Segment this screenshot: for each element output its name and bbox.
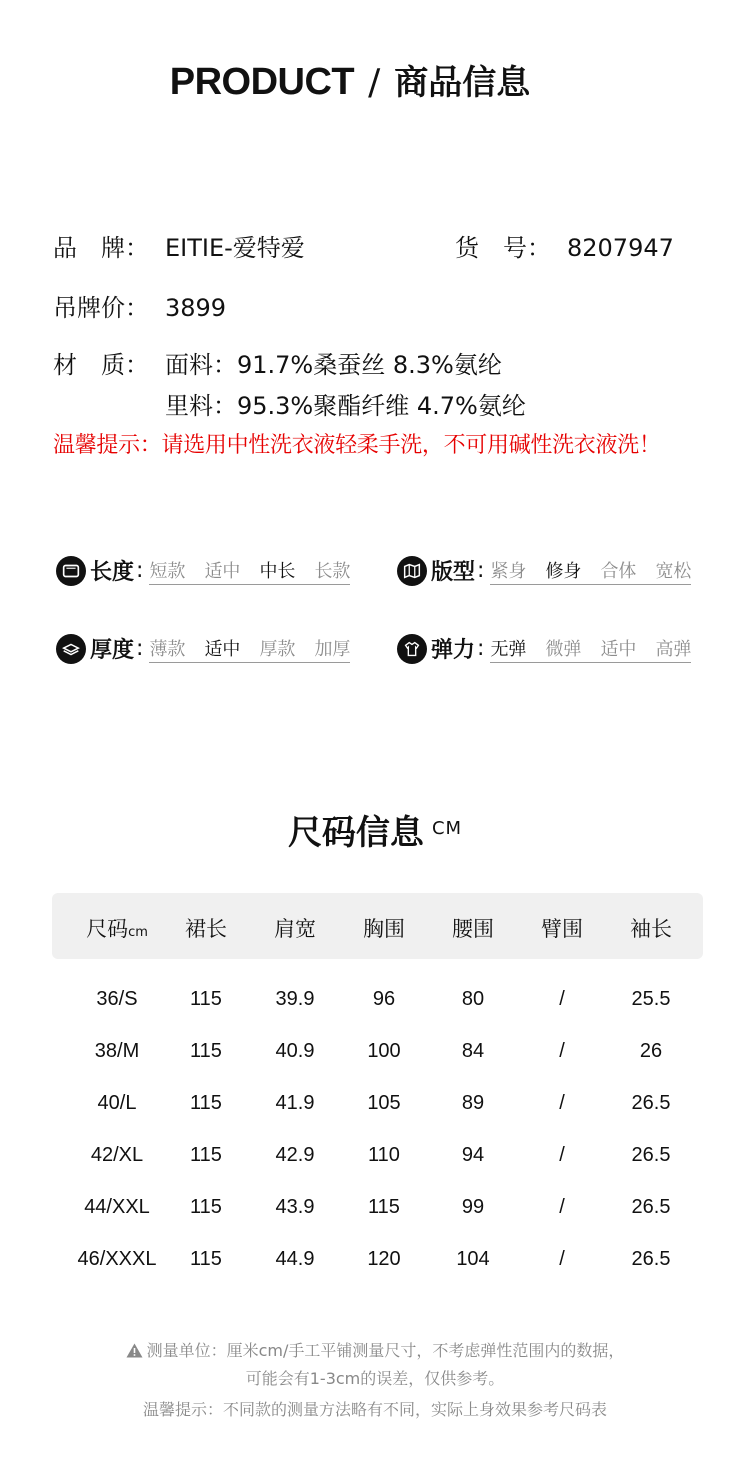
header-sleeve: 袖长 [630, 917, 672, 941]
size-title-text: 尺码信息 [287, 813, 424, 853]
table-cell: 120 [367, 1248, 401, 1270]
sku-row [455, 228, 674, 263]
table-cell: / [559, 1092, 565, 1114]
length-option-medium: 适中 [204, 560, 241, 582]
attr-thickness-colon: : [136, 636, 144, 661]
elasticity-option-high: 高弹 [655, 638, 692, 660]
table-cell: 100 [367, 1040, 401, 1062]
table-cell: 115 [190, 1196, 222, 1218]
thickness-option-thick: 厚款 [259, 638, 296, 660]
measure-note-2: 可能会有1-3cm的误差，仅供参考。 [245, 1369, 505, 1388]
attr-elasticity-name: 弹力 [431, 638, 476, 663]
sku-label: 货 号： [455, 234, 551, 262]
table-cell: 44/XXL [84, 1196, 150, 1218]
warning-icon [126, 1343, 143, 1362]
brand-label: 品 牌： [53, 234, 149, 262]
table-cell: 89 [461, 1092, 485, 1114]
table-cell: 26.5 [631, 1196, 671, 1218]
table-cell: / [559, 1040, 565, 1062]
brand-value: EITIE-爱特爱 [165, 234, 305, 262]
fit-option-regular: 合体 [600, 560, 637, 582]
table-cell: 84 [461, 1040, 485, 1062]
attr-elasticity-options [490, 635, 691, 663]
table-cell: / [559, 1144, 565, 1166]
table-cell: 36/S [96, 988, 138, 1010]
care-warning: 温馨提示：请选用中性洗衣液轻柔手洗，不可用碱性洗衣液洗！ [53, 433, 661, 458]
size-table-header [52, 893, 703, 959]
attr-fit-options [490, 557, 691, 585]
thickness-icon [56, 634, 86, 664]
header-size [67, 913, 167, 943]
attr-length-options [149, 557, 350, 585]
material-line-2: 里料：95.3%聚酯纤维 4.7%氨纶 [165, 392, 526, 420]
fit-option-slim: 修身 [545, 560, 582, 582]
table-cell: 26.5 [631, 1092, 671, 1114]
thickness-option-thin: 薄款 [149, 638, 186, 660]
table-cell: 40.9 [275, 1040, 315, 1062]
sku-value: 8207947 [567, 234, 674, 262]
table-cell: 115 [190, 988, 222, 1010]
table-cell: 115 [368, 1196, 400, 1218]
table-cell: 42.9 [275, 1144, 315, 1166]
length-option-short: 短款 [149, 560, 186, 582]
table-cell: 115 [190, 1144, 222, 1166]
header-shoulder: 肩宽 [274, 917, 316, 941]
attr-length-colon: : [136, 558, 144, 583]
elasticity-option-none: 无弹 [490, 638, 527, 660]
table-cell: 40/L [97, 1092, 137, 1114]
measure-note-1-text: 测量单位：厘米cm/手工平铺测量尺寸，不考虑弹性范围内的数据， [146, 1341, 625, 1360]
measure-note-3: 温馨提示：不同款的测量方法略有不同，实际上身效果参考尺码表 [142, 1400, 607, 1419]
thickness-option-medium: 适中 [204, 638, 241, 660]
attr-fit [397, 555, 691, 586]
table-cell: 115 [190, 1248, 222, 1270]
material-line-1: 面料：91.7%桑蚕丝 8.3%氨纶 [165, 351, 502, 379]
attr-length-name: 长度 [90, 560, 135, 585]
table-cell: 115 [190, 1092, 222, 1114]
attr-elasticity [397, 633, 691, 664]
brand-row [53, 228, 305, 263]
table-cell: / [559, 1196, 565, 1218]
elasticity-icon [397, 634, 427, 664]
table-cell: 46/XXXL [77, 1248, 157, 1270]
length-option-long: 长款 [314, 560, 351, 582]
table-cell: 43.9 [275, 1196, 315, 1218]
table-cell: 25.5 [631, 988, 671, 1010]
title-zh: 商品信息 [394, 63, 531, 103]
attr-thickness-options [149, 635, 350, 663]
price-row [53, 288, 226, 323]
size-section-title [0, 805, 750, 854]
table-cell: 41.9 [275, 1092, 315, 1114]
header-dress-length: 裙长 [185, 917, 227, 941]
attr-fit-colon: : [477, 558, 485, 583]
price-value: 3899 [165, 294, 227, 322]
material-label: 材 质： [53, 351, 149, 379]
table-cell: 104 [456, 1248, 490, 1270]
table-cell: 80 [461, 988, 485, 1010]
thickness-option-extra-thick: 加厚 [314, 638, 351, 660]
table-cell: 39.9 [275, 988, 315, 1010]
table-cell: 26.5 [631, 1248, 671, 1270]
attr-thickness [56, 633, 350, 664]
attr-length [56, 555, 350, 586]
attr-thickness-name: 厚度 [90, 638, 135, 663]
attr-fit-name: 版型 [431, 560, 476, 585]
length-option-midlong: 中长 [259, 560, 296, 582]
table-cell: 38/M [94, 1040, 140, 1062]
table-cell: 26.5 [631, 1144, 671, 1166]
table-cell: 105 [367, 1092, 401, 1114]
table-cell: 115 [190, 1040, 222, 1062]
header-waist: 腰围 [452, 917, 494, 941]
header-size-label: 尺码 [86, 917, 129, 941]
table-cell: 110 [368, 1144, 400, 1166]
size-title-unit: CM [431, 818, 463, 839]
header-arm: 臂围 [541, 917, 583, 941]
table-cell: 99 [461, 1196, 485, 1218]
elasticity-option-slight: 微弹 [545, 638, 582, 660]
measure-note-1 [0, 1338, 750, 1362]
fit-shape-icon [397, 556, 427, 586]
table-cell: 96 [372, 988, 396, 1010]
price-label: 吊牌价： [53, 294, 149, 322]
header-bust: 胸围 [363, 917, 405, 941]
table-cell: / [559, 988, 565, 1010]
header-size-unit: cm [128, 925, 148, 940]
elasticity-option-medium: 适中 [600, 638, 637, 660]
table-cell: 26 [639, 1040, 663, 1062]
table-cell: 94 [461, 1144, 485, 1166]
material-row [53, 345, 502, 380]
title-en: PRODUCT [169, 61, 355, 103]
table-cell: / [559, 1248, 565, 1270]
table-cell: 42/XL [90, 1144, 144, 1166]
table-cell: 44.9 [275, 1248, 315, 1270]
dress-length-icon [56, 556, 86, 586]
attr-elasticity-colon: : [477, 636, 485, 661]
fit-option-loose: 宽松 [655, 560, 692, 582]
title-slash: / [368, 62, 381, 103]
fit-option-tight: 紧身 [490, 560, 527, 582]
page-title [0, 55, 700, 104]
